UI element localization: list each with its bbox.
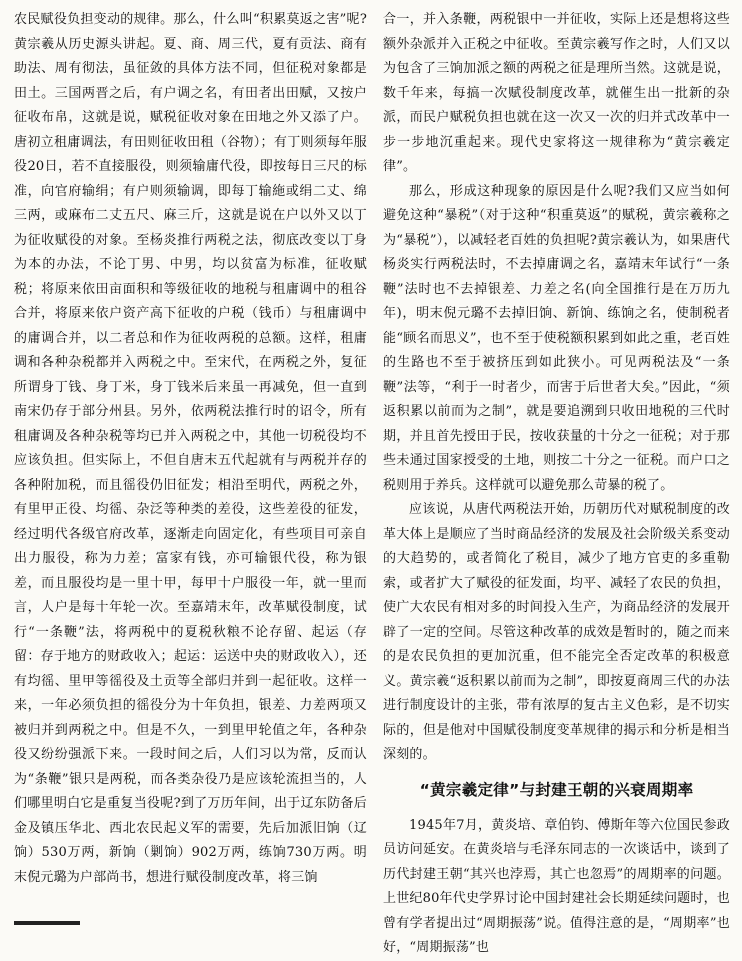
right-paragraph-1: 合一，并入条鞭，两税银中一并征收，实际上还是想将这些额外杂派并入正税之中征收。至黄宗羲写作之时，人们又以为包含了三饷加派之额的两税之征是理所当然。这就是说，数千年来，每搞一次赋役制度改革，就催生出一批新的杂派，而民户赋税负担也就在这一次又一次的归并式改革中一步一步地沉重起来。现代史家将这一规律称为“黄宗羲定律”。 — [383, 12, 730, 174]
left-column — [14, 8, 367, 890]
right-paragraph-4: 1945年7月，黄炎培、章伯钧、傅斯年等六位国民参政员访问延安。在黄炎培与毛泽东同志的一次谈话中，谈到了历代封建王朝“其兴也浡焉，其亡也忽焉”的周期率的问题。上世纪80年代史学界讨论中国封建社会长期延续问题时，也曾有学者提出过“周期振荡”说。值得注意的是，“周期率”也好，“周期振荡”也 — [383, 817, 730, 955]
right-paragraph-3: 应该说，从唐代两税法开始，历朝历代对赋税制度的改革大体上是顺应了当时商品经济的发展及社会阶级关系变动的大趋势的，或者简化了税目，减少了地方官吏的多重勒索，或者扩大了赋役的征发面，均平、减轻了农民的负担，使广大农民有相对多的时间投入生产，为商品经济的发展开辟了一定的空间。尽管这种改革的成效是暂时的，随之而来的是农民负担的更加沉重，但不能完全否定改革的积极意义。黄宗羲“返积累以前而为之制”，即按夏商周三代的办法进行制度设计的主张，带有浓厚的复古主义色彩，是不切实际的，但是他对中国赋役制度变革规律的揭示和分析是相当深刻的。 — [383, 502, 730, 762]
right-paragraph-2: 那么，形成这种现象的原因是什么呢?我们又应当如何避免这种“暴税”（对于这种“积重莫返”的赋税，黄宗羲称之为“暴税”），以减轻老百姓的负担呢?黄宗羲认为，如果唐代杨炎实行两税法时，不去掉庸调之名，嘉靖末年试行“一条鞭”法时也不去掉银差、力差之名(向全国推行是在万历九年)，明末倪元璐不去掉旧饷、新饷、练饷之名，使制税者能“顾名而思义”，也不至于使税额积累到如此之重，老百姓的生路也不至于被挤压到如此狭小。可见两税法及“一条鞭”法等，“利于一时者少，而害于后世者大矣。”因此，“须返积累以前而为之制”，就是要追溯到只收田地税的三代时期，并且首先授田于民，按收获量的十分之一征税；对于那些未通过国家授受的土地，则按二十分之一征税。而户口之税则用于养兵。这样就可以避免那么苛暴的税了。 — [383, 183, 730, 493]
left-paragraph-1: 农民赋役负担变动的规律。那么，什么叫“积累莫返之害”呢?黄宗羲从历史源头讲起。夏、商、周三代，夏有贡法、商有助法、周有彻法，虽征敛的具体方法不同，但征税对象都是田土。三国两晋之后，有户调之名，有田者出田赋，又按户征收布帛，这就是说，赋税征收对象在田地之外又添了户。唐初立租庸调法，有田则征收田租（谷物）；有丁则须每年服役20日，若不直接服役，则须输庸代役，即按每日三尺的标准，向官府输绢；有户则须输调，即每丁输絁或绢二丈、绵三两，或麻布二丈五尺、麻三斤，这就是说在户以外又以丁为征收赋役的对象。至杨炎推行两税之法，彻底改变以丁身为本的办法，不论丁男、中男，均以贫富为标准，征收赋税；将原来依田亩面积和等级征收的地税与租庸调中的租谷合并，将原来依户资产高下征收的户税（钱币）与租庸调中的庸调合并，以二者总和作为征收两税的总额。这样，租庸调和各种杂税都并入两税之中。至宋代，在两税之外，复征所谓身丁钱、身丁米，身丁钱米后来虽一再减免，但一直到南宋仍存于部分州县。另外，依两税法推行时的诏令，所有租庸调及各种杂税等均已并入两税之中，其他一切税役均不应该负担。但实际上，不但自唐末五代起就有与两税并存的各种附加税，而且徭役仍旧征发；相沿至明代，两税之外，有里甲正役、均徭、杂泛等种类的差役，这些差役的征发，经过明代各级官府改革，逐渐走向固定化，有些项目可亲自出力服役，称为力差；富家有钱，亦可输银代役，称为银差，而且服役均是一里十甲，每甲十户服役一年，就一里而言，人户是每十年轮一次。至嘉靖末年，改革赋役制度，试行“一条鞭”法，将两税中的夏税秋粮不论存留、起运（存留：存于地方的财政收入；起运：运送中央的财政收入），还有均徭、里甲等徭役及土贡等全部归并到一起征收。这样一来，一年必须负担的徭役分为十年负担，银差、力差两项又被归并到两税之中。但是不久，一到里甲轮值之年，各种杂役又纷纷强派下来。一段时间之后，人们习以为常，反而认为“条鞭”银只是两税，而各类杂役乃是应该轮流担当的，人们哪里明白它是重复当役呢?到了万历年间，出于辽东防备后金及镇压华北、西北农民起义军的需要，先后加派旧饷（辽饷）530万两，新饷（剿饷）902万两，练饷730万两。明末倪元璐为户部尚书，想进行赋役制度改革，将三饷 — [14, 12, 367, 885]
footer-rule — [14, 921, 80, 925]
section-heading: “黄宗羲定律”与封建王朝的兴衰周期率 — [419, 780, 694, 799]
right-column — [383, 8, 730, 961]
